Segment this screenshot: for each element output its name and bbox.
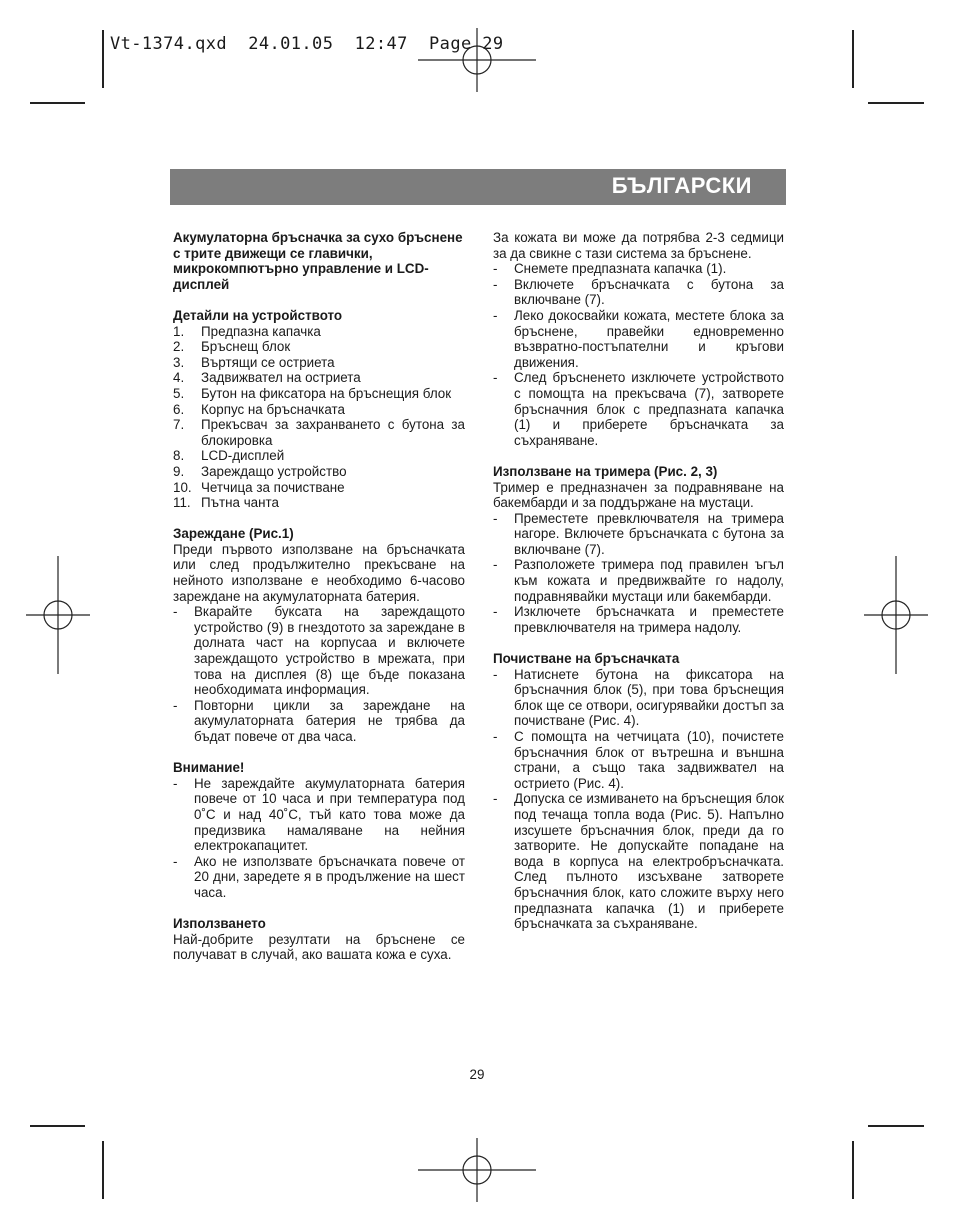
list-item [173,776,465,854]
list-item [173,402,465,418]
print-slug: Vt-1374.qxd 24.01.05 12:47 Page 29 [110,34,504,54]
item-text: Бутон на фиксатора на бръснещия блок [201,385,452,401]
list-item [493,791,784,931]
left-column [173,230,465,963]
item-number: 5. [173,385,185,401]
registration-mark-right-icon [864,556,928,674]
dash-bullet-icon: - [493,666,498,682]
item-text: Допуска се измиването на бръснещия блок под течаща топла вода (Рис. 5). Напълно изсушете бръсначния блок, преди да го затворите. Не допускайте попадане на вода в корпуса на електробръсначката. След пълното изсъхване затворете бръсначния блок, като сложите върху него предпазната капачка (1) и приберете бръсначката за съхраняване. [514,791,784,932]
item-number: 11. [173,495,191,511]
dash-bullet-icon: - [493,261,498,277]
item-number: 7. [173,417,185,433]
list-item [173,386,465,402]
list-item [493,261,784,277]
item-text: Снемете предпазната капачка (1). [514,261,727,277]
dash-bullet-icon: - [493,307,498,323]
list-item [173,698,465,745]
list-item [173,324,465,340]
usage-text: Най-добрите резултати на бръснене се получават в случай, ако вашата кожа е суха. [173,931,465,963]
registration-mark-bottom-icon [418,1138,536,1202]
item-number: 2. [173,339,185,355]
registration-mark-top-icon [418,28,536,92]
dash-bullet-icon: - [493,557,498,573]
warning-heading: Внимание! [173,760,245,776]
dash-bullet-icon: - [493,729,498,744]
dash-bullet-icon: - [493,370,498,386]
dash-bullet-icon: - [173,604,178,620]
item-text: Натиснете бутона на фиксатора на бръсначния блок (5), при това бръснещия блок ще се отвори, осигурявайки достъп за почистване (Рис. 4). [514,666,784,729]
crop-mark-bottom-left-v [102,1141,104,1199]
list-item [493,511,784,558]
list-item [173,448,465,464]
item-text: Повторни цикли за зареждане на акумулаторната батерия не трябва да бъдат повече от два часа. [194,697,465,744]
dash-bullet-icon: - [493,791,498,807]
list-item [493,277,784,308]
crop-mark-bottom-left-h [30,1125,85,1127]
item-number: 6. [173,401,185,417]
crop-mark-top-left-v [102,30,104,88]
crop-mark-bottom-right-v [852,1141,854,1199]
trimmer-heading: Използване на тримера (Рис. 2, 3) [493,463,718,479]
list-item [493,308,784,370]
product-title: Акумулаторна бръсначка за сухо бръснене с трите движещи се главички, микрокомпютърно управление и LCD-дисплей [173,230,463,292]
item-text: Не зареждайте акумулаторната батерия повече от 10 часа и при температура под 0˚С и над 40˚С, тъй като това може да предизвика намаляване на нейния електрокапацитет. [194,775,465,854]
list-item [173,370,465,386]
warning-list [173,776,465,901]
dash-bullet-icon: - [173,697,178,713]
page-number: 29 [469,1067,485,1082]
item-text: Преместете превключвателя на тримера нагоре. Включете бръсначката с бутона за включване (7). [514,510,784,557]
item-text: Задвижвател на остриета [201,370,361,386]
parts-list [173,324,465,511]
item-number: 8. [173,448,185,464]
list-item [493,557,784,604]
item-number: 3. [173,354,185,370]
right-column [493,230,784,932]
dash-bullet-icon: - [493,604,498,620]
item-text: Включете бръсначката с бутона за включване (7). [514,276,784,308]
usage-heading: Използването [173,916,266,932]
list-item [493,667,784,729]
list-item [173,339,465,355]
dash-bullet-icon: - [173,853,178,869]
item-text: Въртящи се остриета [201,354,335,370]
list-item [173,480,465,496]
list-item [493,370,784,448]
usage-list [493,261,784,448]
list-item [173,495,465,511]
item-text: Четчица за почистване [201,479,345,495]
item-text: Леко докосвайки кожата, местете блока за бръснене, правейки едновременно възвратно-постъпателни и кръгови движения. [514,307,784,370]
item-number: 4. [173,370,185,386]
crop-mark-top-right-v [852,30,854,88]
list-item [173,854,465,901]
skin-intro: За кожата ви може да потрябва 2-3 седмици за да свикне с тази система за бръснене. [493,230,784,261]
item-text: Корпус на бръсначката [201,401,345,417]
item-number: 10. [173,479,192,495]
item-text: Пътна чанта [201,495,279,511]
list-item [173,417,465,448]
list-item [173,464,465,480]
crop-mark-top-right-h [868,102,924,104]
item-text: След бръсненето изключете устройството с помощта на прекъсвача (7), затворете бръсначния блок с предпазната капачка (1) и приберете бръсначката за съхраняване. [514,370,784,448]
item-text: Разположете тримера под правилен ъгъл към кожата и предвижвайте го надолу, подравнявайки мустаци или бакембарди. [514,557,784,604]
list-item [173,355,465,371]
dash-bullet-icon: - [173,775,178,791]
crop-mark-top-left-h [30,102,85,104]
item-number: 9. [173,463,185,479]
item-number: 1. [173,323,185,339]
cleaning-list [493,667,784,932]
crop-mark-bottom-right-h [868,1125,924,1127]
item-text: Предпазна капачка [201,323,321,339]
trimmer-intro: Тример е предназначен за подравняване на бакембарди и за поддържане на мустаци. [493,479,784,511]
list-item [493,729,784,791]
item-text: Бръснещ блок [201,339,291,355]
charging-intro: Преди първото използване на бръсначката или след продължително прекъсване на нейното използване е необходимо 6-часово зареждане на акумулаторната батерия. [173,541,465,604]
item-text: Вкарайте буксата на зареждащото устройство (9) в гнездотото за зареждане в долната част на корпусаа и включете зареждащото устройство в мрежата, при това на дисплея (8) ще бъде показана необходимата информация. [194,604,465,698]
item-text: Зареждащо устройство [201,463,347,479]
item-text: Изключете бръсначката и преместете превключвателя на тримера надолу. [514,604,784,635]
item-text: С помощта на четчицата (10), почистете бръсначния блок от вътрешна и външна страни, а също така задвижвател на острието (Рис. 4). [514,729,784,791]
charging-heading: Зареждане (Рис.1) [173,526,294,542]
registration-mark-left-icon [26,556,90,674]
language-banner [170,169,786,205]
trimmer-list [493,511,784,636]
item-text: Прекъсвач за захранването с бутона за блокировка [201,417,465,448]
parts-heading: Детайли на устройството [173,307,343,323]
list-item [493,604,784,635]
dash-bullet-icon: - [493,276,498,292]
item-text: Ако не използвате бръсначката повече от 20 дни, заредете я в продължение на шест часа. [194,853,465,900]
language-title: БЪЛГАРСКИ [611,173,752,198]
item-text: LCD-дисплей [201,448,285,464]
charging-list [173,604,465,744]
dash-bullet-icon: - [493,510,498,526]
cleaning-heading: Почистване на бръсначката [493,651,680,667]
list-item [173,604,465,698]
